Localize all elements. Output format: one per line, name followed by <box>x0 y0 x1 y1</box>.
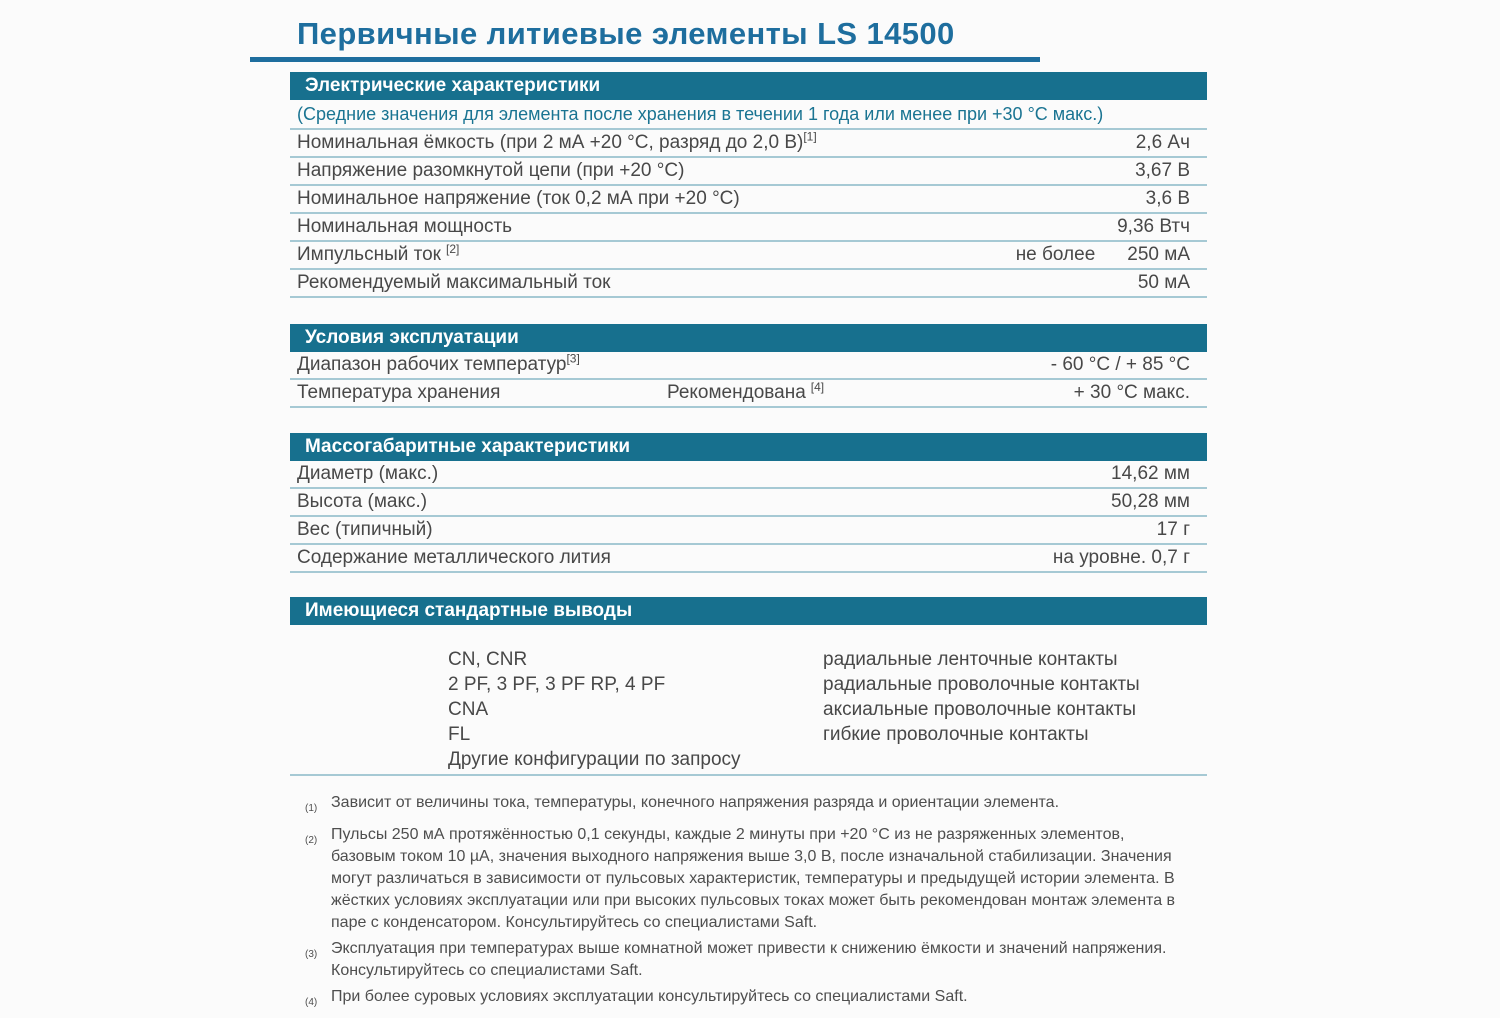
section-header-dimensions: Массогабаритные характеристики <box>290 433 1207 461</box>
footnote-4 <box>305 986 1177 1014</box>
spec-value: 50 мА <box>1137 272 1190 293</box>
footnote-ref: [3] <box>566 351 580 366</box>
footnote-ref: [4] <box>810 379 825 394</box>
footnote-text: При более суровых условиях эксплуатации консультируйтесь со специалистами Saft. <box>331 988 968 1005</box>
spec-label: Номинальное напряжение (ток 0,2 мА при +20 °C) <box>297 188 740 209</box>
section-header-electrical: Электрические характеристики <box>290 72 1207 100</box>
spec-row-storage-temperature <box>290 380 1207 408</box>
terminals-list <box>290 647 1207 772</box>
spec-value: 9,36 Втч <box>1117 216 1190 237</box>
spec-label: Диаметр (макс.) <box>297 463 439 484</box>
footnote-marker: (4) <box>305 997 318 1008</box>
spec-row-max-recommended-current <box>290 270 1207 298</box>
terminal-description: гибкие проволочные контакты <box>823 724 1089 745</box>
footnote-marker: (1) <box>305 803 318 814</box>
spec-label: Рекомендуемый максимальный ток <box>297 272 611 293</box>
footnote-ref: [2] <box>445 241 460 256</box>
spec-label: Вес (типичный) <box>297 519 433 540</box>
footnote-text: Зависит от величины тока, температуры, конечного напряжения разряда и ориентации элемента. <box>331 794 1060 811</box>
terminal-code: CNA <box>448 699 489 720</box>
terminal-description: радиальные проволочные контакты <box>823 674 1140 695</box>
spec-row-height <box>290 489 1207 517</box>
spec-value: 14,62 мм <box>1111 463 1190 484</box>
spec-row-open-circuit-voltage <box>290 158 1207 186</box>
section-note: (Средние значения для элемента после хранения в течении 1 года или менее при +30 °C макс.) <box>290 100 1207 130</box>
section-electrical <box>290 72 1207 298</box>
spec-label: Импульсный ток [2] <box>297 241 460 265</box>
spec-qualifier: Рекомендована [4] <box>667 379 825 403</box>
footnotes <box>305 792 1177 1018</box>
spec-label: Диапазон рабочих температур[3] <box>297 351 580 375</box>
spec-value: 3,67 В <box>1135 160 1190 181</box>
title-underline <box>250 57 1040 62</box>
terminal-code: 2 PF, 3 PF, 3 PF RP, 4 PF <box>448 674 666 695</box>
spec-row-nominal-energy <box>290 214 1207 242</box>
spec-value: 50,28 мм <box>1111 491 1190 512</box>
terminal-row <box>290 747 1207 772</box>
footnotes-divider <box>290 774 1207 776</box>
terminal-code: Другие конфигурации по запросу <box>448 749 741 770</box>
spec-row-nominal-capacity <box>290 130 1207 158</box>
spec-label: Высота (макс.) <box>297 491 428 512</box>
footnote-text: Эксплуатация при температурах выше комнатной может привести к снижению ёмкости и значений напряжения. Консультируйтесь со специалистами Saft. <box>331 940 1167 979</box>
terminal-code: FL <box>448 724 471 745</box>
spec-label: Содержание металлического лития <box>297 547 611 568</box>
spec-qualifier: не более <box>1015 244 1096 265</box>
spec-value: на уровне. 0,7 г <box>1052 547 1190 568</box>
spec-row-pulse-current <box>290 242 1207 270</box>
spec-value: 250 мА <box>1127 244 1190 265</box>
spec-value: 2,6 Ач <box>1135 132 1190 153</box>
spec-row-weight <box>290 517 1207 545</box>
terminal-description: радиальные ленточные контакты <box>823 649 1118 670</box>
spec-row-temperature-range <box>290 352 1207 380</box>
section-terminals <box>290 597 1207 625</box>
terminal-row <box>290 722 1207 747</box>
spec-value: 17 г <box>1156 519 1190 540</box>
spec-row-lithium-content <box>290 545 1207 573</box>
terminal-code: CN, CNR <box>448 649 528 670</box>
spec-label: Номинальная ёмкость (при 2 мА +20 °C, разряд до 2,0 В)[1] <box>297 129 817 153</box>
section-header-terminals: Имеющиеся стандартные выводы <box>290 597 1207 625</box>
section-dimensions <box>290 433 1207 573</box>
terminal-description <box>823 747 1207 772</box>
spec-value: + 30 °C макс. <box>1073 382 1190 403</box>
spec-value: - 60 °C / + 85 °C <box>1050 354 1190 375</box>
terminal-row <box>290 647 1207 672</box>
section-operating <box>290 324 1207 408</box>
footnote-marker: (2) <box>305 835 318 846</box>
terminal-row <box>290 672 1207 697</box>
spec-label: Температура хранения <box>297 382 501 403</box>
footnote-3 <box>305 938 1177 982</box>
footnote-2 <box>305 824 1177 934</box>
section-header-operating: Условия эксплуатации <box>290 324 1207 352</box>
terminal-row <box>290 697 1207 722</box>
footnote-ref: [1] <box>803 129 817 144</box>
spec-row-nominal-voltage <box>290 186 1207 214</box>
spec-row-diameter <box>290 461 1207 489</box>
page-title: Первичные литиевые элементы LS 14500 <box>297 16 955 51</box>
spec-value: 3,6 В <box>1145 188 1190 209</box>
footnote-marker: (3) <box>305 949 318 960</box>
spec-label: Номинальная мощность <box>297 216 513 237</box>
footnote-1 <box>305 792 1177 820</box>
footnote-text: Пульсы 250 мА протяжённостью 0,1 секунды, каждые 2 минуты при +20 °C из не разряженных элементов, базовым током 10 µА, значения выходного напряжения выше 3,0 В, после изначальной стабилизации. Значения могут различаться в зависимости от пульсовых характеристик, температуры и предыдущей истории элемента. В жёстких условиях эксплуатации или при высоких пульсовых токах может быть рекомендован монтаж элемента в паре с конденсатором. Консультируйтесь со специалистами Saft. <box>331 826 1176 931</box>
spec-label: Напряжение разомкнутой цепи (при +20 °C) <box>297 160 685 181</box>
terminal-description: аксиальные проволочные контакты <box>823 699 1137 720</box>
